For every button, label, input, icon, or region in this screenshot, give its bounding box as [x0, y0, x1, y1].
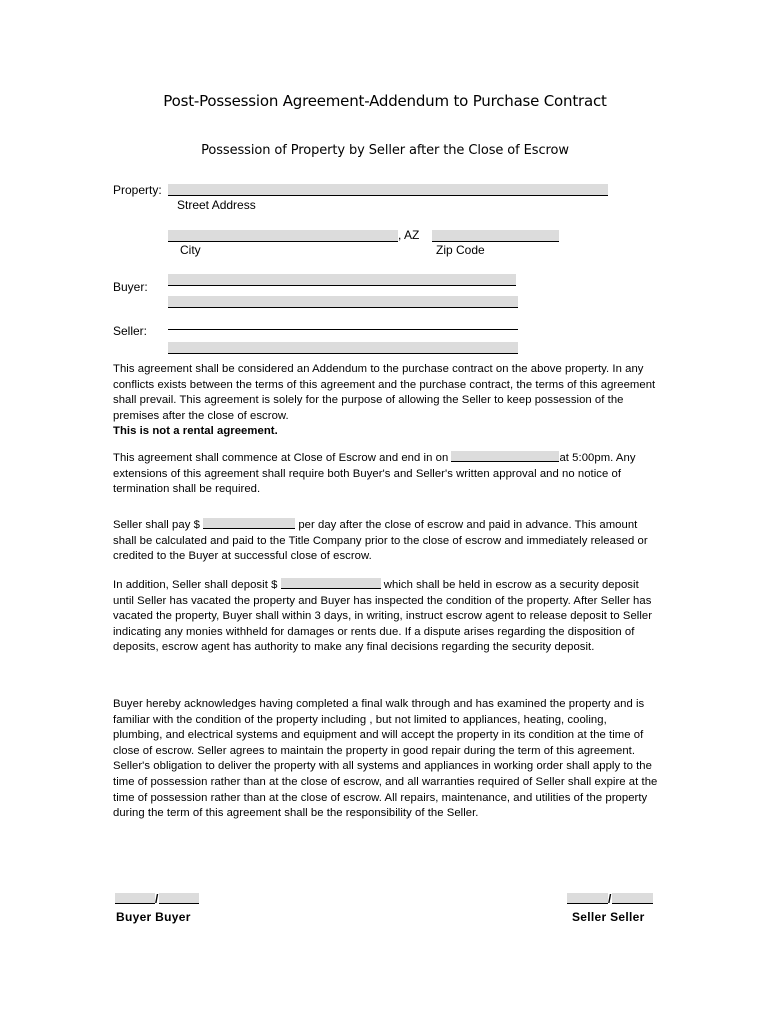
- buyer-name-field-2[interactable]: [168, 296, 518, 308]
- addendum-text: This agreement shall be considered an Addendum to the purchase contract on the above property. In any conflicts exists between the terms of this agreement and the purchase contract, the terms of this agreement shall prevail. This agreement is solely for the purpose of allowing the Seller to keep possession of the premises after the close of escrow.: [113, 363, 656, 422]
- state-az-label: , AZ: [398, 228, 420, 242]
- street-address-field[interactable]: [168, 184, 608, 196]
- security-deposit-text-b: which shall be held in escrow as a security deposit until Seller has vacated the property and Buyer has inspected the condition of the property. After Seller has vacated the property, Buyer shall within 3 days, in writing, instruct escrow agent to release deposit to Seller indicating any monies withheld for damages or rents due. If a dispute arises regarding the disposition of deposits, escrow agent has authority to make any final decisions regarding the security deposit.: [113, 579, 653, 654]
- buyer-initials-field-1[interactable]: [115, 893, 155, 904]
- per-day-amount-field[interactable]: [203, 518, 295, 529]
- buyer-initials-separator: /: [155, 892, 159, 906]
- city-field[interactable]: [168, 230, 398, 242]
- walkthrough-text: Buyer hereby acknowledges having completed a final walk through and has examined the property and is familiar with the condition of the property including , but not limited to appliances, heating, cooling, plumbing, and electrical systems and equipment and will accept the property in its condition at the time of close of escrow. Seller agrees to maintain the property in good repair during the term of this agreement. Seller's obligation to deliver the property with all systems and appliances in working order shall apply to the time of possession rather than at the close of escrow, and all warranties required of Seller shall expire at the time of possession rather than at the close of escrow. All repairs, maintenance, and utilities of the property during the term of this agreement shall be the responsibility of the Seller.: [113, 698, 658, 820]
- commencement-text-a: This agreement shall commence at Close of Escrow and end in on: [113, 452, 452, 464]
- zip-code-field[interactable]: [432, 230, 559, 242]
- seller-initials-separator: /: [608, 892, 612, 906]
- daily-payment-paragraph: [113, 518, 658, 565]
- buyer-initials-lines: [115, 892, 199, 906]
- not-rental-agreement-text: This is not a rental agreement.: [113, 425, 278, 438]
- buyer-initials-field-2[interactable]: [159, 893, 199, 904]
- document-title: Post-Possession Agreement-Addendum to Purchase Contract: [163, 92, 607, 110]
- seller-initials-field-1[interactable]: [567, 893, 608, 904]
- seller-name-field-2[interactable]: [168, 342, 518, 354]
- commencement-paragraph: [113, 451, 658, 498]
- addendum-paragraph: [113, 362, 658, 440]
- end-date-field[interactable]: [451, 451, 559, 462]
- street-address-label: Street Address: [177, 198, 256, 212]
- daily-payment-text-b: per day after the close of escrow and paid in advance. This amount shall be calculated and paid to the Title Company prior to the close of escrow and immediately released or credited to the Buyer at successful close of escrow.: [113, 519, 648, 563]
- seller-initials-label: Seller Seller: [572, 910, 645, 924]
- property-label: Property:: [113, 183, 162, 197]
- commencement-text-b: at 5:00pm. Any extensions of this agreement shall require both Buyer's and Seller's written approval and no notice of termination shall be required.: [113, 452, 636, 496]
- seller-initials-lines: [567, 892, 653, 906]
- security-deposit-paragraph: [113, 578, 658, 656]
- security-deposit-text-a: In addition, Seller shall deposit $: [113, 579, 281, 591]
- buyer-label: Buyer:: [113, 280, 148, 294]
- zip-code-label: Zip Code: [436, 243, 485, 257]
- daily-payment-text-a: Seller shall pay $: [113, 519, 204, 531]
- walkthrough-paragraph: [113, 697, 658, 822]
- buyer-initials-label: Buyer Buyer: [116, 910, 191, 924]
- seller-label: Seller:: [113, 324, 148, 338]
- document-subtitle: Possession of Property by Seller after the Close of Escrow: [201, 143, 569, 158]
- seller-initials-field-2[interactable]: [612, 893, 653, 904]
- seller-name-field-1[interactable]: [168, 329, 518, 330]
- buyer-name-field-1[interactable]: [168, 274, 516, 286]
- city-label: City: [180, 243, 201, 257]
- security-deposit-amount-field[interactable]: [281, 578, 381, 589]
